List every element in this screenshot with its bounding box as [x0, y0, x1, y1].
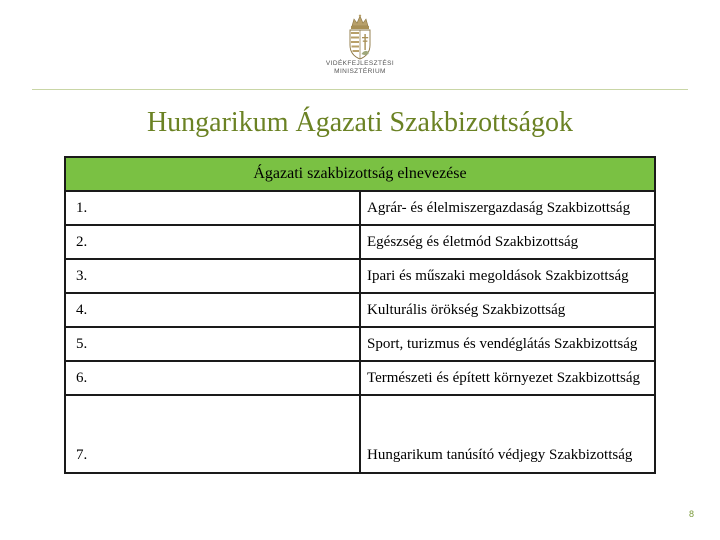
row-number: 2. [65, 225, 360, 259]
row-number: 7. [65, 395, 360, 473]
ministry-logo [318, 14, 402, 82]
page-number: 8 [688, 509, 694, 519]
table-row [65, 225, 655, 259]
committee-table [64, 156, 656, 474]
row-number: 4. [65, 293, 360, 327]
committee-name: Agrár- és élelmiszergazdaság Szakbizottság [360, 191, 655, 225]
table-row [65, 293, 655, 327]
row-number: 3. [65, 259, 360, 293]
ministry-name-line2: MINISZTÉRIUM [334, 68, 386, 75]
ministry-name-line1: VIDÉKFEJLESZTÉSI [325, 60, 395, 67]
row-number: 6. [65, 361, 360, 395]
committee-name: Kulturális örökség Szakbizottság [360, 293, 655, 327]
committee-name: Természeti és épített környezet Szakbizottság [360, 361, 655, 395]
table-header-row [65, 157, 655, 191]
page-title: Hungarikum Ágazati Szakbizottságok [146, 107, 574, 138]
row-number: 1. [65, 191, 360, 225]
table-row [65, 191, 655, 225]
table-row [65, 395, 655, 473]
committee-name: Ipari és műszaki megoldások Szakbizottság [360, 259, 655, 293]
row-number: 5. [65, 327, 360, 361]
committee-name: Hungarikum tanúsító védjegy Szakbizottság [360, 395, 655, 473]
header-divider [32, 89, 688, 90]
table-row [65, 259, 655, 293]
table-row [65, 327, 655, 361]
table-row [65, 361, 655, 395]
hungarian-coat-of-arms-icon [346, 14, 374, 60]
committee-name: Sport, turizmus és vendéglátás Szakbizottság [360, 327, 655, 361]
table-header: Ágazati szakbizottság elnevezése [65, 157, 655, 191]
committee-name: Egészség és életmód Szakbizottság [360, 225, 655, 259]
